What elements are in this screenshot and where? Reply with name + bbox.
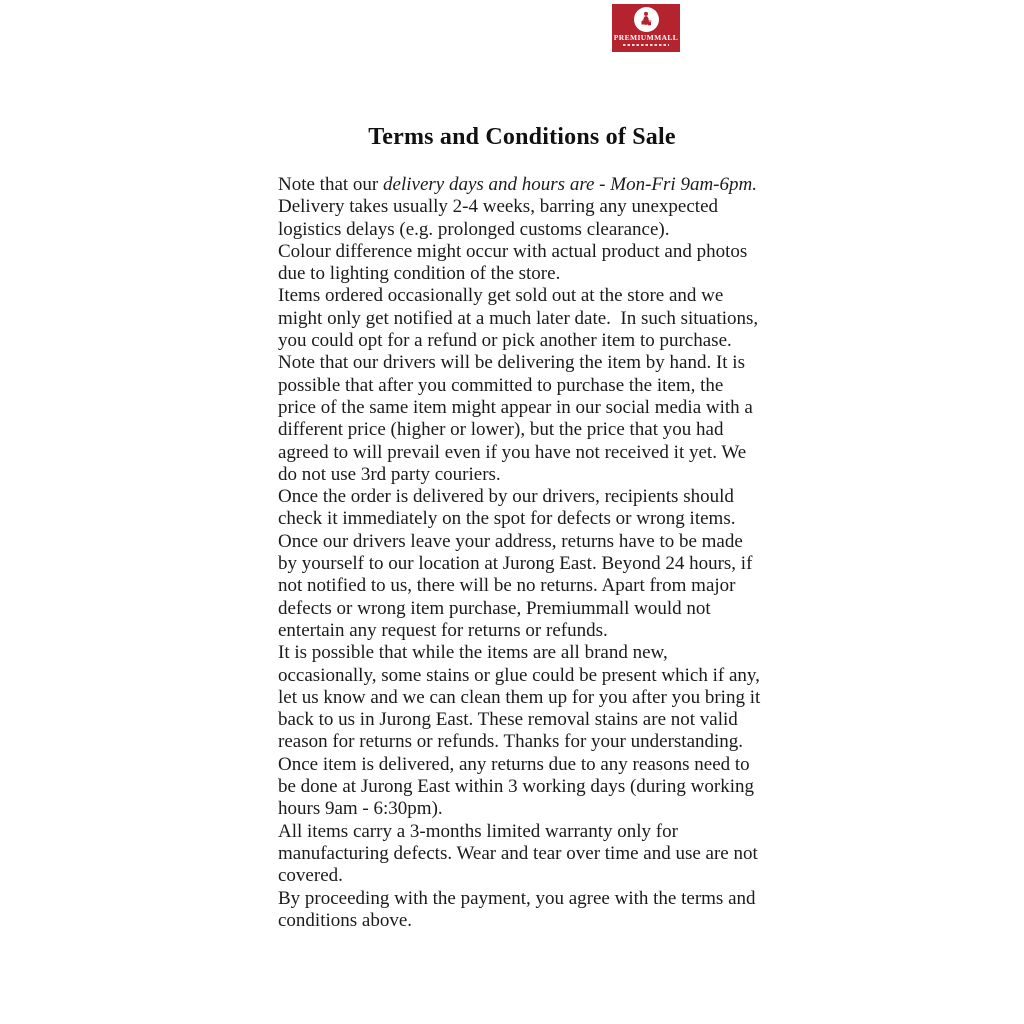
terms-paragraph-returns-policy: [278, 531, 766, 642]
paragraph-text: Once the order is delivered by our drivers, recipients should check it immediately on the spot for defects or wrong items.: [278, 486, 736, 530]
terms-paragraph-hand-delivery-pricing: [278, 352, 766, 486]
terms-paragraph-check-on-delivery: [278, 486, 766, 531]
terms-paragraph-stains-glue: [278, 642, 766, 753]
terms-paragraph-colour-difference: [278, 241, 766, 286]
terms-paragraph-sold-out: [278, 285, 766, 352]
paragraph-text: Once item is delivered, any returns due to any reasons need to be done at Jurong East within 3 working days (during working hours 9am - 6:30pm).: [278, 753, 754, 820]
page-title: Terms and Conditions of Sale: [368, 124, 676, 150]
paragraph-text: All items carry a 3-months limited warranty only for manufacturing defects. Wear and tear over time and use are not covered.: [278, 820, 758, 887]
paragraph-text-italic: delivery days and hours are - Mon-Fri 9am-6pm.: [383, 174, 757, 195]
paragraph-text: Colour difference might occur with actual product and photos due to lighting condition of the store.: [278, 240, 748, 285]
terms-body: [278, 174, 766, 932]
terms-paragraph-return-window: [278, 754, 766, 821]
paragraph-text: Once our drivers leave your address, returns have to be made by yourself to our location at Jurong East. Beyond 24 hours, if not notified to us, there will be no returns. Apart from major defects or wrong item purchase, Premiummall would not entertain any request for returns or refunds.: [278, 530, 753, 641]
paragraph-text: Note that our: [278, 174, 384, 195]
terms-paragraph-agreement: [278, 888, 766, 933]
paragraph-text: It is possible that while the items are all brand new, occasionally, some stains or glue could be present which if any, let us know and we can clean them up for you after you bring it back to us in Jurong East. These removal stains are not valid reason for returns or refunds. Thanks for your understanding.: [278, 642, 761, 753]
terms-document: [278, 0, 766, 932]
paragraph-text: Delivery takes usually 2-4 weeks, barring any unexpected logistics delays (e.g. prolonged customs clearance).: [278, 196, 719, 240]
paragraph-text: Note that our drivers will be delivering the item by hand. It is possible that after you committed to purchase the item, the price of the same item might appear in our social media with a different price (higher or lower), but the price that you had agreed to will prevail even if you have not received it yet. We do not use 3rd party couriers.: [278, 352, 753, 485]
paragraph-text: By proceeding with the payment, you agree with the terms and conditions above.: [278, 887, 756, 931]
paragraph-text: Items ordered occasionally get sold out at the store and we might only get notified at a much later date. In such situations, you could opt for a refund or pick another item to purchase.: [278, 285, 759, 352]
logo-brand-text: PREMIUMMALL: [613, 33, 679, 42]
terms-paragraph-delivery-time: [278, 196, 766, 241]
terms-paragraph-warranty: [278, 821, 766, 888]
terms-paragraph-delivery-days: [278, 174, 766, 196]
